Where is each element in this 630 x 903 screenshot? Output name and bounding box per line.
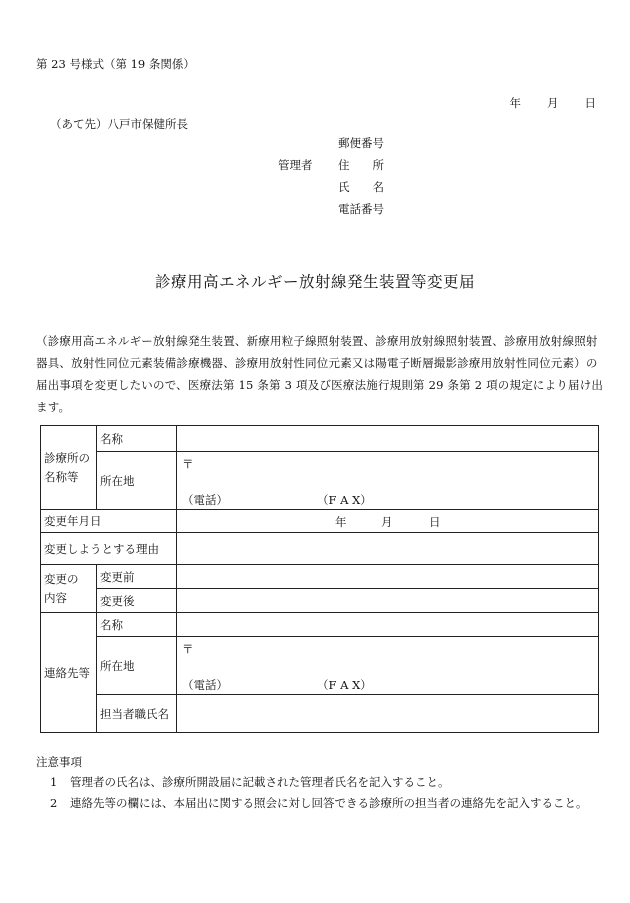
date-day-label: 日 [584,96,596,110]
manager-role-label: 管理者 [278,158,313,172]
clinic-location-row [41,452,599,510]
change-date-month: 月 [381,515,393,529]
clinic-phone-label: （電話） [182,493,228,507]
addressee: （あて先）八戸市保健所長 [50,117,188,131]
note-item [50,795,588,811]
clinic-location-field[interactable] [177,452,599,510]
notification-body: （診療用高エネルギー放射線発生装置、新療用粒子線照射装置、診療用放射線照射装置、診療用放射線照射器具、放射性同位元素装備診療機器、診療用放射性同位元素又は陽電子断層撮影診療用放射性同位元素）の届出事項を変更したいので、医療法第 15 条第 3 項及び医療法施行規則第 29 条第 2 項の規定により届け出ます。 [36,334,604,414]
clinic-name-row [41,426,599,452]
clinic-group-label: 診療所の 名称等 [41,426,97,510]
contact-location-label: 所在地 [97,637,177,695]
change-content-group-label: 変更の 内容 [41,565,97,613]
after-label: 変更後 [97,589,177,613]
before-label: 変更前 [97,565,177,589]
note-text: 管理者の氏名は、診療所開設届に記載された管理者氏名を記入すること。 [70,775,450,789]
contact-name-field[interactable] [177,613,599,637]
clinic-name-field[interactable] [177,426,599,452]
clinic-postal-mark: 〒 [182,457,194,471]
contact-name-label: 名称 [97,613,177,637]
contact-location-field[interactable] [177,637,599,695]
manager-name-label: 氏 名 [338,180,384,194]
note-item [50,774,450,790]
change-date-year: 年 [335,515,347,529]
change-date-label: 変更年月日 [41,510,177,533]
after-field[interactable] [177,589,599,613]
contact-group-label: 連絡先等 [41,613,97,733]
submission-date [510,95,597,111]
clinic-fax-label: （F A X） [317,493,372,507]
contact-location-row [41,637,599,695]
staff-field[interactable] [177,695,599,733]
manager-phone-label: 電話番号 [338,202,384,216]
manager-address-label: 住 所 [338,158,384,172]
contact-name-row [41,613,599,637]
reason-field[interactable] [177,533,599,565]
clinic-name-label: 名称 [97,426,177,452]
date-month-label: 月 [547,96,559,110]
reason-row [41,533,599,565]
contact-fax-label: （F A X） [317,678,372,692]
clinic-location-label: 所在地 [97,452,177,510]
form-number: 第 23 号様式（第 19 条関係） [36,57,195,71]
contact-postal-mark: 〒 [182,642,194,656]
staff-label: 担当者職氏名 [97,695,177,733]
before-field[interactable] [177,565,599,589]
notes-heading: 注意事項 [36,755,82,769]
staff-row [41,695,599,733]
note-text: 連絡先等の欄には、本届出に関する照会に対し回答できる診療所の担当者の連絡先を記入すること。 [70,796,588,810]
date-year-label: 年 [509,96,521,110]
change-date-field[interactable] [177,510,599,533]
document-title: 診療用高エネルギー放射線発生装置等変更届 [154,273,475,291]
after-row [41,589,599,613]
manager-postal-label: 郵便番号 [338,136,384,150]
contact-phone-label: （電話） [182,678,228,692]
notification-form-table [40,425,599,733]
before-row [41,565,599,589]
note-number: 1 [50,775,58,789]
reason-label: 変更しようとする理由 [41,533,177,565]
change-date-day: 日 [429,515,441,529]
change-date-row [41,510,599,533]
note-number: 2 [50,796,58,810]
